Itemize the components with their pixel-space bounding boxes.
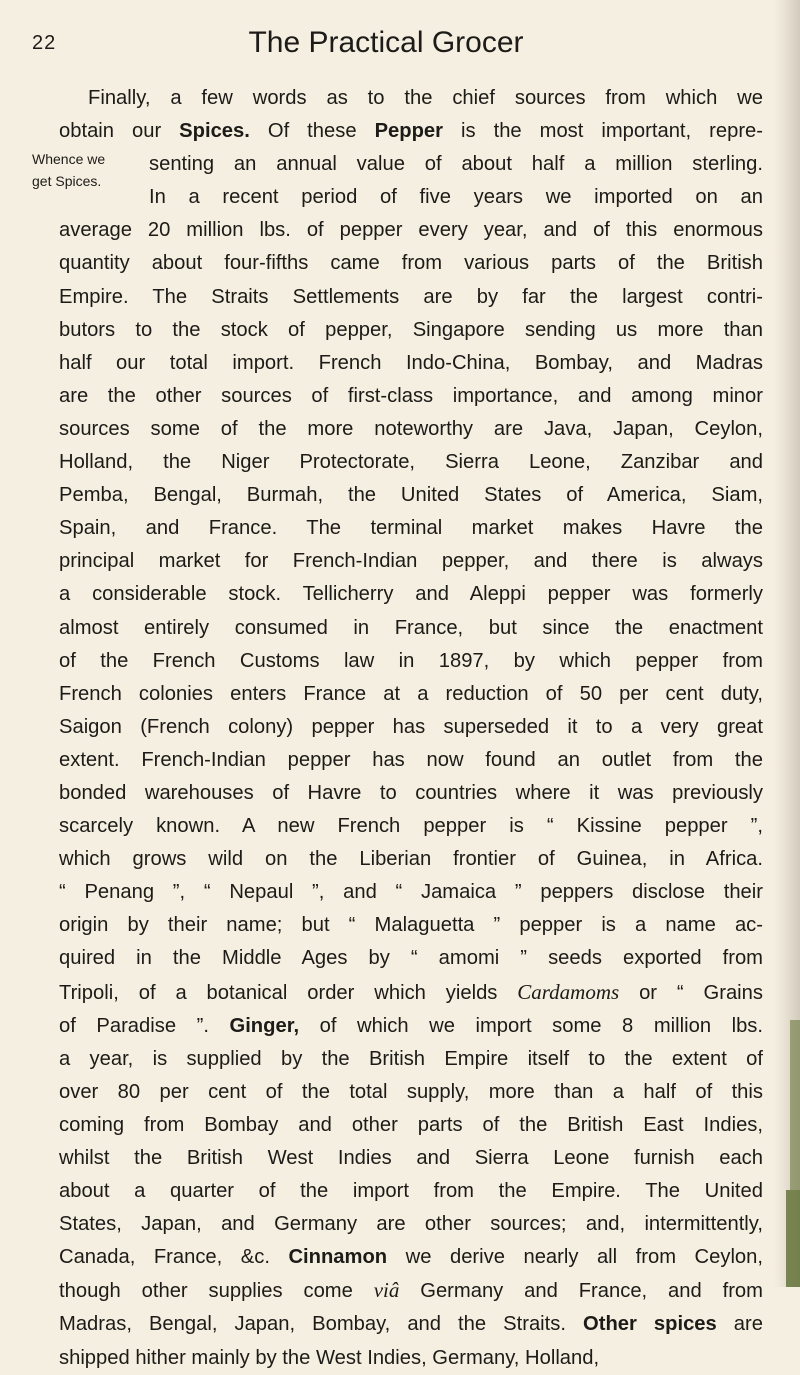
text-line: origin by their name; but “ Malaguetta ” pepper is a name ac- — [59, 914, 763, 937]
text-line: are the other sources of first-class importance, and among minor — [59, 384, 763, 407]
text-line: Holland, the Niger Protectorate, Sierra Leone, Zanzibar and — [59, 451, 763, 474]
text-line: Saigon (French colony) pepper has superseded it to a very great — [59, 715, 763, 738]
text-line: whilst the British West Indies and Sierra Leone furnish each — [59, 1147, 763, 1169]
page-edge-stain — [786, 1190, 800, 1287]
text-line: of Paradise ”. Ginger, of which we import some 8 million lbs. — [59, 1014, 764, 1037]
text-line: over 80 per cent of the total supply, more than a half of this — [59, 1080, 763, 1103]
text-line: bonded warehouses of Havre to countries where it was previously — [59, 781, 763, 804]
text-line: principal market for French-Indian pepper, and there is always — [59, 550, 763, 573]
text-line: States, Japan, and Germany are other sources; and, intermittently, — [59, 1213, 763, 1236]
running-title: The Practical Grocer — [248, 26, 524, 59]
text-line: about a quarter of the import from the Empire. The United — [59, 1180, 763, 1203]
text-line: half our total import. French Indo-China, Bombay, and Madras — [59, 351, 763, 374]
text-line: French colonies enters France at a reduction of 50 per cent duty, — [59, 682, 763, 705]
text-line: which grows wild on the Liberian frontier of Guinea, in Africa. — [59, 848, 763, 871]
text-line: quantity about four-fifths came from various parts of the British — [59, 252, 763, 275]
text-line: Tripoli, of a botanical order which yields Cardamoms or “ Grains — [59, 979, 763, 1004]
keyword-ginger: Ginger, — [229, 1014, 300, 1037]
text-line: a year, is supplied by the British Empire itself to the extent of — [59, 1047, 763, 1070]
italic-cardamoms: Cardamoms — [517, 979, 620, 1004]
keyword-pepper: Pepper — [374, 120, 444, 143]
text-line: coming from Bombay and other parts of the British East Indies, — [59, 1113, 763, 1136]
text-line: though other supplies come viâ Germany and France, and from — [59, 1278, 763, 1303]
text-line: Madras, Bengal, Japan, Bombay, and the Straits. Other spices are — [59, 1313, 763, 1336]
margin-note-line-2: get Spices. — [32, 173, 102, 189]
text-line: sources some of the more noteworthy are Java, Japan, Ceylon, — [59, 417, 763, 440]
keyword-other-spices: Other spices — [583, 1313, 717, 1336]
text-line: Pemba, Bengal, Burmah, the United States of America, Siam, — [59, 484, 763, 507]
page-number: 22 — [32, 32, 57, 54]
text-line: In a recent period of five years we imported on an — [149, 186, 763, 209]
body-paragraph — [59, 82, 763, 1375]
text-line: butors to the stock of pepper, Singapore sending us more than — [59, 318, 763, 341]
text-line: average 20 million lbs. of pepper every year, and of this enormous — [59, 219, 763, 242]
italic-via: viâ — [373, 1278, 400, 1303]
text-line: obtain our Spices. Of these Pepper is the most important, repre- — [59, 120, 763, 143]
text-line: quired in the Middle Ages by “ amomi ” seeds exported from — [59, 947, 763, 970]
text-line: a considerable stock. Tellicherry and Aleppi pepper was formerly — [59, 583, 763, 606]
page-header — [32, 16, 740, 60]
text-line: Canada, France, &c. Cinnamon we derive nearly all from Ceylon, — [59, 1246, 763, 1269]
text-line: of the French Customs law in 1897, by which pepper from — [59, 649, 763, 672]
keyword-cinnamon: Cinnamon — [288, 1246, 388, 1269]
text-line: almost entirely consumed in France, but since the enactment — [59, 616, 763, 639]
text-line: Empire. The Straits Settlements are by far the largest contri- — [59, 285, 763, 308]
text-line: scarcely known. A new French pepper is “ Kissine pepper ”, — [59, 815, 763, 838]
text-line: extent. French-Indian pepper has now found an outlet from the — [59, 748, 763, 771]
text-line: “ Penang ”, “ Nepaul ”, and “ Jamaica ” peppers disclose their — [59, 881, 763, 904]
text-line: Finally, a few words as to the chief sources from which we — [88, 87, 763, 109]
text-line: senting an annual value of about half a million sterling. — [149, 153, 763, 176]
margin-note-line-1: Whence we — [32, 151, 106, 167]
page-edge-stain — [790, 1020, 800, 1190]
text-line: shipped hither mainly by the West Indies, Germany, Holland, — [59, 1346, 600, 1369]
keyword-spices: Spices. — [179, 120, 250, 143]
text-line: Spain, and France. The terminal market makes Havre the — [59, 517, 763, 540]
